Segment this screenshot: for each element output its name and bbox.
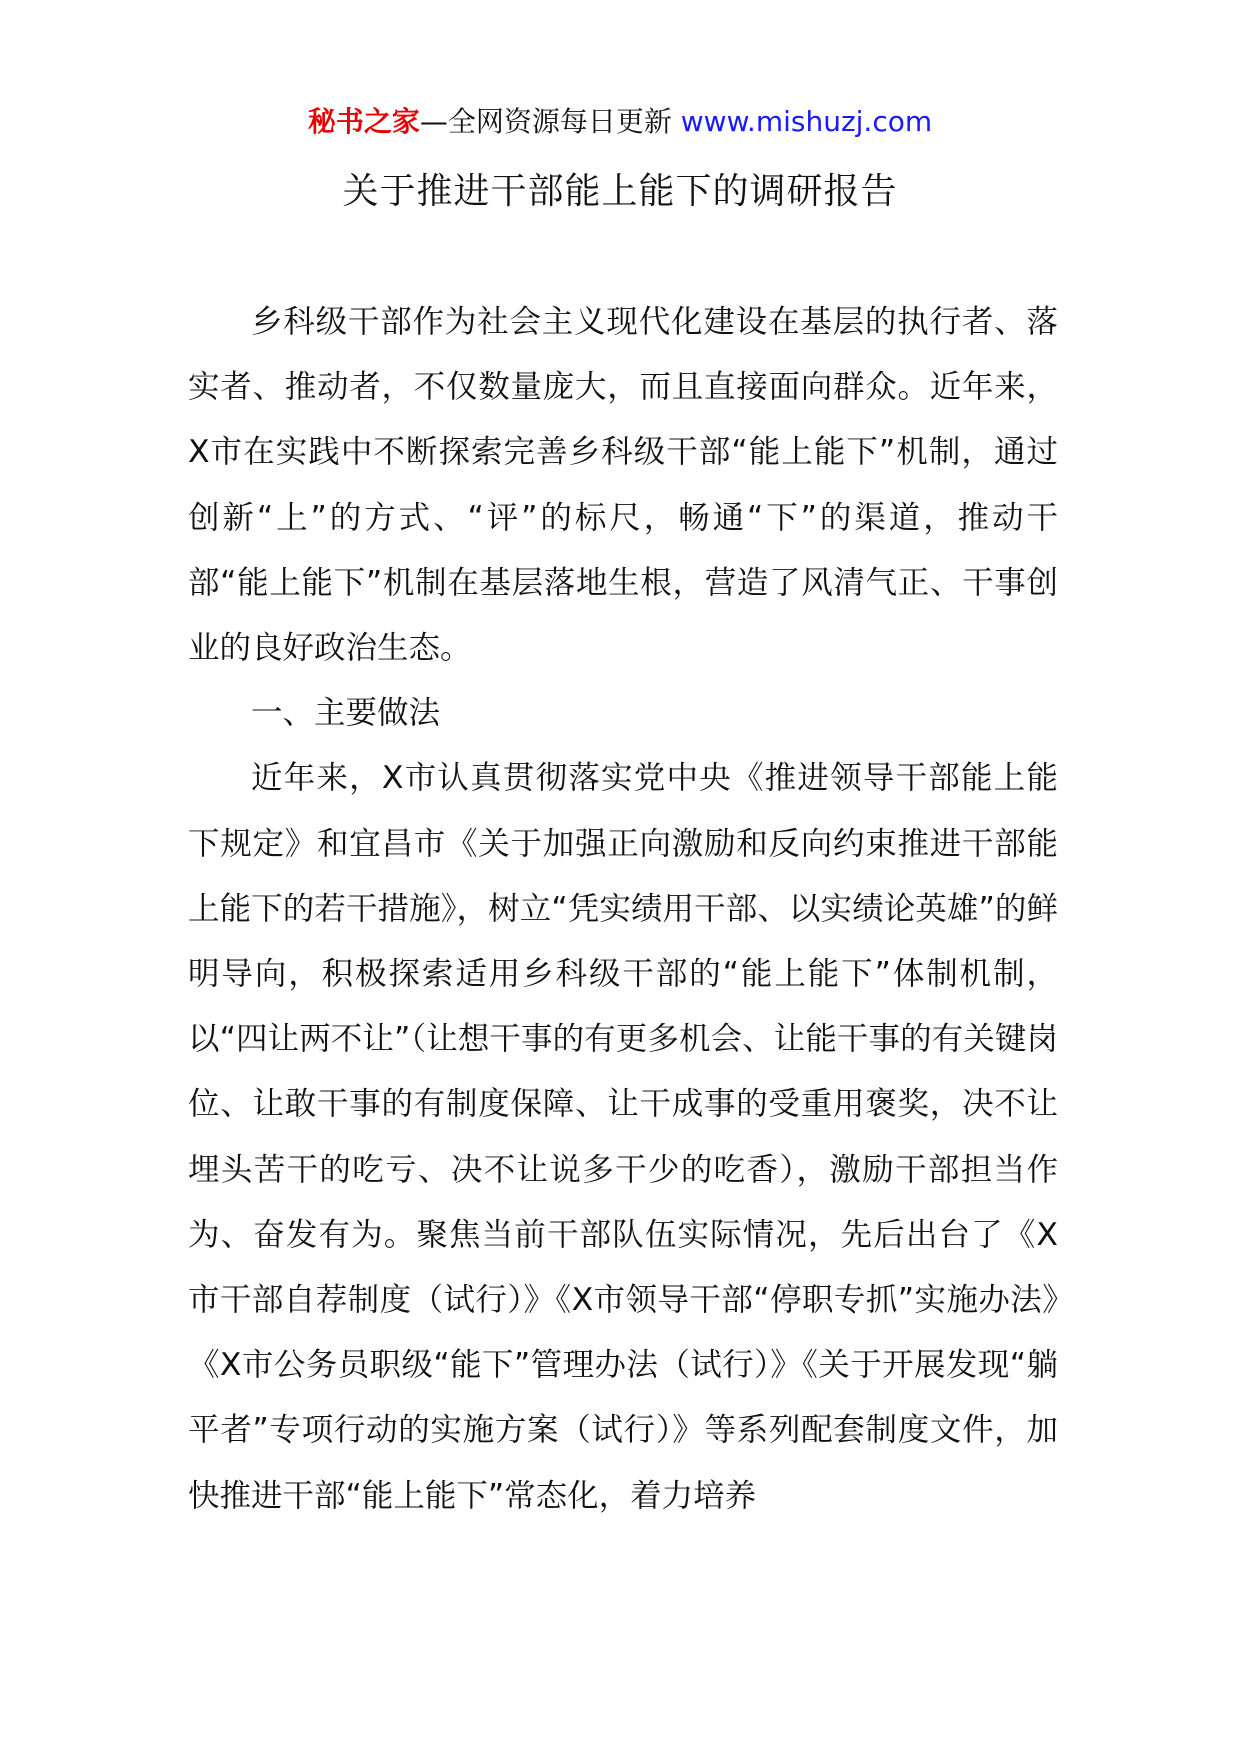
site-url-link[interactable]: www.mishuzj.com — [680, 105, 933, 138]
section-paragraph: 近年来，X市认真贯彻落实党中央《推进领导干部能上能下规定》和宜昌市《关于加强正向激励和反向约束推进干部能上能下的若干措施》，树立“凭实绩用干部、以实绩论英雄”的鲜明导向，积极探索适用乡科级干部的“能上能下”体制机制，以“四让两不让”（让想干事的有更多机会、让能干事的有关键岗位、让敢干事的有制度保障、让干成事的受重用褒奖，决不让埋头苦干的吃亏、决不让说多干少的吃香），激励干部担当作为、奋发有为。聚焦当前干部队伍实际情况，先后出台了《X市干部自荐制度（试行）》《X市领导干部“停职专抓”实施办法》《X市公务员职级“能下”管理办法（试行）》《关于开展发现“躺平者”专项行动的实施方案（试行）》等系列配套制度文件，加快推进干部“能上能下”常态化，着力培养 — [188, 760, 1058, 1514]
section-heading: 一、主要做法 — [251, 695, 441, 732]
document-title: 关于推进干部能上能下的调研报告 — [342, 171, 898, 212]
intro-paragraph: 乡科级干部作为社会主义现代化建设在基层的执行者、落实者、推动者，不仅数量庞大，而且直接面向群众。近年来，X市在实践中不断探索完善乡科级干部“能上能下”机制，通过创新“上”的方式、“评”的标尺，畅通“下”的渠道，推动干部“能上能下”机制在基层落地生根，营造了风清气正、干事创业的良好政治生态。 — [188, 304, 1058, 667]
site-header — [0, 102, 1240, 142]
document-body — [188, 290, 1058, 1529]
site-brand: 秘书之家 — [307, 105, 420, 138]
site-tagline: —全网资源每日更新 — [419, 105, 681, 138]
